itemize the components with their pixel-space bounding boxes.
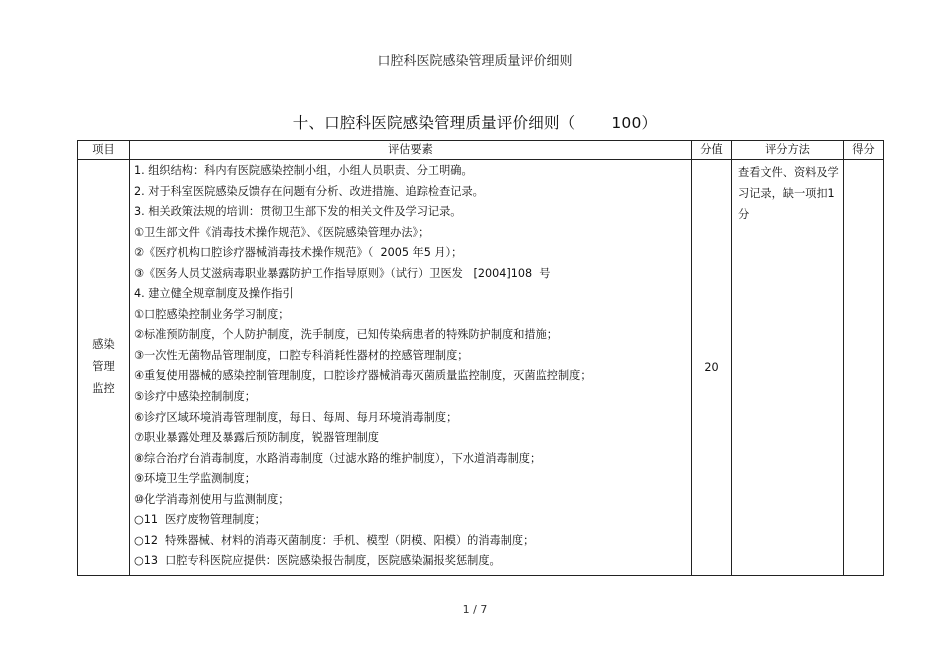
cell-method: 查看文件、资料及学习记录，缺一项扣1分 — [732, 160, 844, 576]
element-line: ②《医疗机构口腔诊疗器械消毒技术操作规范》（ 2005 年5 月）； — [134, 246, 463, 260]
element-line: ○12 特殊器械、材料的消毒灭菌制度：手机、模型（阴模、阳模）的消毒制度； — [134, 533, 535, 547]
element-line: ⑦职业暴露处理及暴露后预防制度，锐器管理制度 — [134, 431, 379, 445]
cell-score: 20 — [692, 160, 732, 576]
section-title-text: 十、口腔科医院感染管理质量评价细则（ — [292, 114, 576, 132]
col-header-elements: 评估要素 — [130, 141, 692, 160]
col-header-method: 评分方法 — [732, 141, 844, 160]
cell-item — [78, 160, 130, 576]
element-line: ③《医务人员艾滋病毒职业暴露防护工作指导原则》（试行）卫医发 [2004]108 号 — [134, 266, 551, 280]
element-line: ①口腔感染控制业务学习制度； — [134, 307, 290, 321]
page-number: 1 / 7 — [462, 603, 488, 616]
evaluation-table — [77, 140, 884, 576]
element-line: 1. 组织结构：科内有医院感染控制小组，小组人员职责、分工明确。 — [134, 164, 473, 177]
element-line: 3. 相关政策法规的培训：贯彻卫生部下发的相关文件及学习记录。 — [134, 205, 462, 219]
page-header: 口腔科医院感染管理质量评价细则 — [377, 54, 573, 69]
section-title — [0, 111, 950, 133]
element-line: ④重复使用器械的感染控制管理制度，口腔诊疗器械消毒灭菌质量监控制度，灭菌监控制度； — [134, 369, 592, 383]
element-line: ②标准预防制度，个人防护制度，洗手制度，已知传染病患者的特殊防护制度和措施； — [134, 328, 558, 342]
element-line: 4. 建立健全规章制度及操作指引 — [134, 287, 294, 301]
col-header-got: 得分 — [844, 141, 884, 160]
element-line: ⑩化学消毒剂使用与监测制度； — [134, 492, 290, 506]
element-line: ○11 医疗废物管理制度； — [134, 513, 266, 527]
item-label: 感染 管理 监控 — [92, 338, 115, 396]
section-title-total: 100） — [611, 114, 658, 132]
table-row — [78, 160, 884, 576]
element-line: ⑨环境卫生学监测制度； — [134, 472, 256, 486]
cell-got — [844, 160, 884, 576]
element-line: ③一次性无菌物品管理制度，口腔专科消耗性器材的控感管理制度； — [134, 348, 469, 362]
table-header-row — [78, 141, 884, 160]
element-line: ①卫生部文件《消毒技术操作规范》、《医院感染管理办法》； — [134, 225, 430, 239]
element-line: ⑤诊疗中感染控制制度； — [134, 390, 256, 404]
cell-elements — [130, 160, 692, 576]
element-line: ⑥诊疗区域环境消毒管理制度，每日、每周、每月环境消毒制度； — [134, 410, 458, 424]
col-header-item: 项目 — [78, 141, 130, 160]
element-line: ⑧综合治疗台消毒制度，水路消毒制度（过滤水路的维护制度），下水道消毒制度； — [134, 451, 542, 465]
element-line: 2. 对于科室医院感染反馈存在问题有分析、改进措施、追踪检查记录。 — [134, 184, 484, 198]
col-header-score: 分值 — [692, 141, 732, 160]
element-line: ○13 口腔专科医院应提供：医院感染报告制度，医院感染漏报奖惩制度。 — [134, 554, 501, 568]
